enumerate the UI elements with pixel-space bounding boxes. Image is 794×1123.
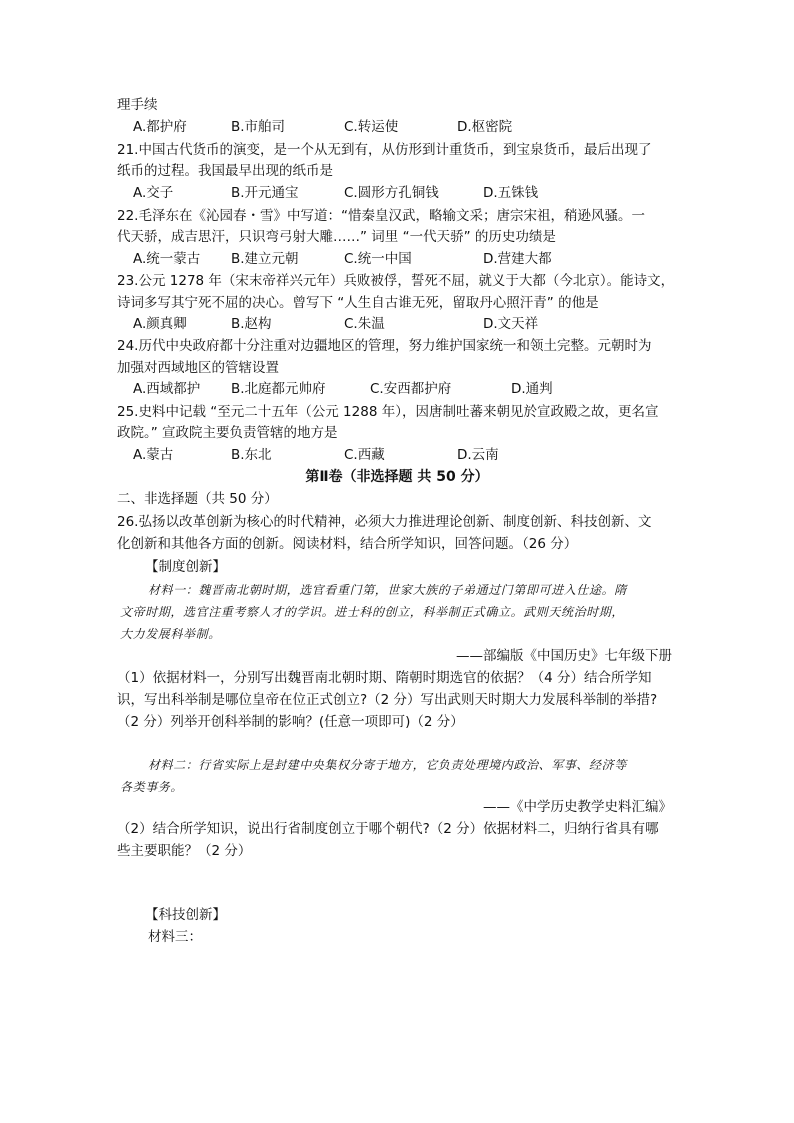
q22-option-c: C.统一中国 (344, 251, 412, 267)
q20-option-b: B.市舶司 (231, 119, 286, 135)
question-24-line-2: 加强对西域地区的管辖设置 (117, 360, 279, 376)
q22-option-b: B.建立元朝 (231, 251, 299, 267)
sub-question-2-line-2: 些主要职能？（2 分） (117, 843, 252, 859)
q20-option-d: D.枢密院 (457, 119, 513, 135)
part-2-heading: 二、非选择题（共 50 分） (117, 491, 278, 507)
material-1-line-1: 材料一：魏晋南北朝时期，选官看重门第，世家大族的子弟通过门第即可进入仕途。隋 (148, 583, 627, 597)
q24-option-d: D.通判 (511, 381, 553, 397)
question-23-line-2: 诗词多写其宁死不屈的决心。曾写下 “人生自古谁无死，留取丹心照汗青” 的他是 (117, 295, 599, 311)
material-1-line-2: 文帝时期，选官注重考察人才的学识。进士科的创立，科举制正式确立。武则天统治时期， (120, 605, 625, 619)
question-25-line-2: 政院。” 宣政院主要负责管辖的地方是 (117, 425, 338, 441)
q24-option-b: B.北庭都元帅府 (231, 381, 326, 397)
sub-question-2-line-1: （2）结合所学知识，说出行省制度创立于哪个朝代?（2 分）依据材料二，归纳行省具有哪 (117, 821, 659, 837)
material-2-line-2: 各类事务。 (120, 780, 184, 794)
material-1-source: ——部编版《中国历史》七年级下册 (456, 648, 672, 664)
q23-option-d: D.文天祥 (483, 316, 539, 332)
q24-option-c: C.安西都护府 (370, 381, 452, 397)
q22-option-a: A.统一蒙古 (133, 251, 201, 267)
section-2-heading: 第Ⅱ卷（非选择题 共 50 分） (305, 469, 489, 485)
q22-option-d: D.营建大都 (483, 251, 552, 267)
subheading-system-innovation: 【制度创新】 (145, 559, 226, 575)
q25-option-a: A.蒙古 (133, 447, 174, 463)
q21-option-b: B.开元通宝 (231, 185, 299, 201)
question-22-line-2: 代天骄，成吉思汗，只识弯弓射大雕……” 词里 “一代天骄” 的历史功绩是 (117, 229, 556, 245)
question-26-line-2: 化创新和其他各方面的创新。阅读材料，结合所学知识，回答问题。（26 分） (117, 536, 578, 552)
q21-option-c: C.圆形方孔铜钱 (344, 185, 439, 201)
q25-option-d: D.云南 (457, 447, 499, 463)
q21-option-d: D.五铢钱 (483, 185, 539, 201)
question-20-stem-end: 理手续 (117, 97, 158, 113)
material-2-line-1: 材料二：行省实际上是封建中央集权分寄于地方，它负责处理境内政治、军事、经济等 (148, 758, 627, 772)
q23-option-b: B.赵构 (231, 316, 272, 332)
q23-option-c: C.朱温 (344, 316, 385, 332)
question-21-line-2: 纸币的过程。我国最早出现的纸币是 (117, 163, 333, 179)
question-26-line-1: 26.弘扬以改革创新为核心的时代精神，必须大力推进理论创新、制度创新、科技创新、文 (117, 514, 652, 530)
q24-option-a: A.西域都护 (133, 381, 201, 397)
question-22-line-1: 22.毛泽东在《沁园春・雪》中写道：“惜秦皇汉武，略输文采；唐宗宋祖，稍逊风骚。一 (117, 208, 645, 224)
q20-option-c: C.转运使 (344, 119, 399, 135)
material-2-source: ——《中学历史教学史料汇编》 (483, 799, 672, 815)
question-25-line-1: 25.史料中记载 “至元二十五年（公元 1288 年），因唐制吐蕃来朝见於宣政殿之故，更名宣 (117, 404, 659, 420)
sub-question-1-line-2: 识，写出科举制是哪位皇帝在位正式创立?（2 分）写出武则天时期大力发展科举制的举措? (117, 692, 658, 708)
sub-question-1-line-3: （2 分）列举开创科举制的影响？(任意一项即可)（2 分） (117, 714, 464, 730)
q25-option-c: C.西藏 (344, 447, 385, 463)
material-1-line-3: 大力发展科举制。 (120, 627, 221, 641)
question-21-line-1: 21.中国古代货币的演变，是一个从无到有，从仿形到计重货币，到宝泉货币，最后出现了 (117, 142, 652, 158)
sub-question-1-line-1: （1）依据材料一，分别写出魏晋南北朝时期、隋朝时期选官的依据？（4 分）结合所学知 (117, 670, 652, 686)
material-3-label: 材料三： (148, 929, 202, 945)
question-23-line-1: 23.公元 1278 年（宋末帝祥兴元年）兵败被俘，誓死不屈，就义于大都（今北京）。能诗文， (117, 273, 675, 289)
subheading-tech-innovation: 【科技创新】 (145, 907, 226, 923)
q21-option-a: A.交子 (133, 185, 174, 201)
question-24-line-1: 24.历代中央政府都十分注重对边疆地区的管理，努力维护国家统一和领土完整。元朝时为 (117, 338, 652, 354)
q20-option-a: A.都护府 (133, 119, 187, 135)
q23-option-a: A.颜真卿 (133, 316, 187, 332)
q25-option-b: B.东北 (231, 447, 272, 463)
